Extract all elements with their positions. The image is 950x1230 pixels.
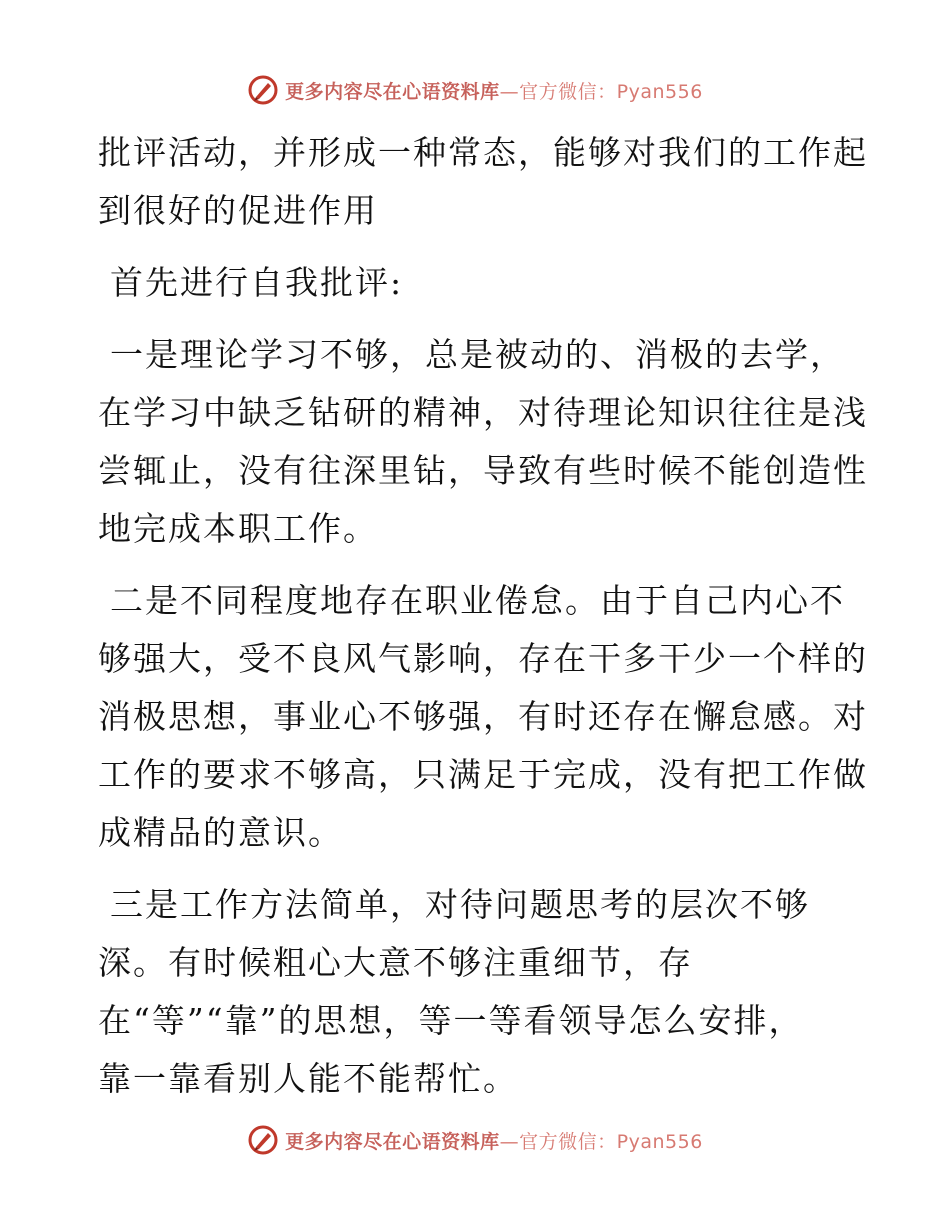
document-body — [98, 124, 868, 1122]
text-line: 地完成本职工作。 — [98, 509, 378, 548]
pen-logo-icon — [247, 1124, 279, 1156]
pen-logo-icon — [247, 74, 279, 106]
text-line: 在学习中缺乏钻研的精神，对待理论知识往往是浅 — [98, 393, 868, 432]
header-watermark — [0, 70, 950, 110]
paragraph-intro — [98, 124, 868, 240]
text-line: 深。有时候粗心大意不够注重细节，存 — [98, 943, 693, 982]
text-line: 够强大，受不良风气影响，存在干多干少一个样的 — [98, 639, 868, 678]
text-line: 工作的要求不够高，只满足于完成，没有把工作做 — [98, 755, 868, 794]
text-line: 在“等”“靠”的思想，等一等看领导怎么安排， — [98, 1001, 804, 1040]
text-line: 批评活动，并形成一种常态，能够对我们的工作起 — [98, 133, 868, 172]
text-line: 尝辄止，没有往深里钻，导致有些时候不能创造性 — [98, 451, 868, 490]
paragraph-self-criticism-heading — [98, 254, 850, 312]
paragraph-point-3 — [98, 876, 850, 1108]
text-line: 到很好的促进作用 — [98, 191, 378, 230]
paragraph-point-2 — [98, 572, 868, 862]
watermark-text: 更多内容尽在心语资料库—官方微信：Pyan556 — [285, 80, 703, 103]
paragraph-point-1 — [98, 326, 868, 558]
footer-watermark — [0, 1120, 950, 1160]
text-line: 一是理论学习不够，总是被动的、消极的去学， — [110, 335, 845, 374]
text-line: 二是不同程度地存在职业倦怠。由于自己内心不 — [110, 581, 845, 620]
text-line: 首先进行自我批评: — [110, 263, 404, 302]
text-line: 消极思想，事业心不够强，有时还存在懈怠感。对 — [98, 697, 868, 736]
text-line: 成精品的意识。 — [98, 813, 343, 852]
text-line: 靠一靠看别人能不能帮忙。 — [98, 1059, 518, 1098]
watermark-text: 更多内容尽在心语资料库—官方微信：Pyan556 — [285, 1130, 703, 1153]
text-line: 三是工作方法简单，对待问题思考的层次不够 — [110, 885, 810, 924]
